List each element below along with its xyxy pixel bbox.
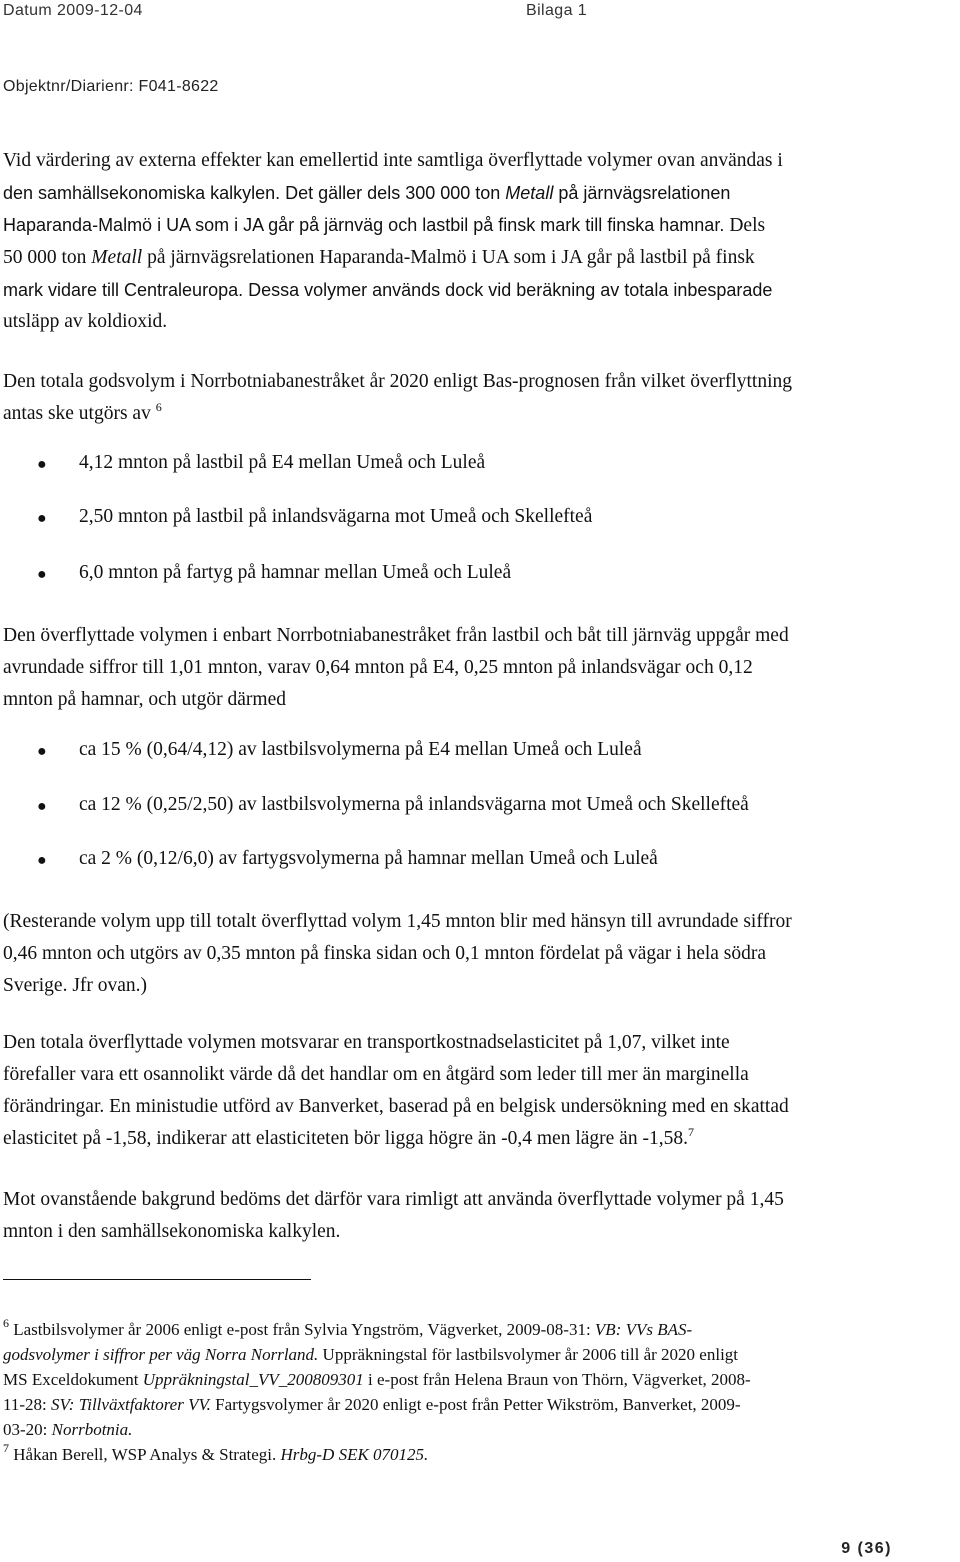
text-line: Sverige. Jfr ovan.) [3, 975, 148, 996]
text-line: (Resterande volym upp till totalt överflyttad volym 1,45 mnton blir med hänsyn till avrundade siffror [3, 911, 792, 932]
text-line: mark vidare till Centraleuropa. Dessa volymer används dock vid beräkning av totala inbesparade [3, 280, 773, 300]
text-run: Fartygsvolymer år 2020 enligt e-post från Petter Wikström, Banverket, 2009- [210, 1395, 741, 1414]
text-run: antas ske utgörs av [3, 403, 151, 424]
italic-term: Metall [505, 183, 554, 203]
footnote-divider [3, 1279, 311, 1280]
text-line: mnton på hamnar, och utgör därmed [3, 689, 286, 710]
text-run: 50 000 ton [3, 247, 92, 268]
text-line [3, 177, 958, 209]
list-item-text: ca 15 % (0,64/4,12) av lastbilsvolymerna på E4 mellan Umeå och Luleå [79, 739, 642, 760]
text-run: elasticitet på -1,58, indikerar att elasticiteten bör ligga högre än -0,4 men lägre än -1,58. [3, 1128, 688, 1149]
list-item [0, 506, 960, 538]
text-line [3, 1342, 958, 1367]
text-run: Lastbilsvolymer år 2006 enligt e-post från Sylvia Yngström, Vägverket, 2009-08-31: [9, 1320, 595, 1339]
list-item-text: 2,50 mnton på lastbil på inlandsvägarna mot Umeå och Skellefteå [79, 506, 593, 527]
text-line: mnton i den samhällsekonomiska kalkylen. [3, 1221, 341, 1242]
header-date: Datum 2009-12-04 [3, 2, 143, 19]
list-item [0, 452, 960, 484]
list-item [0, 794, 960, 826]
text-run: Haparanda-Malmö i UA som i JA går på järnväg och lastbil på finsk mark till finska hamnar. [3, 215, 725, 235]
text-run: 11-28: [3, 1395, 52, 1414]
text-line: Den totala överflyttade volymen motsvarar en transportkostnadselasticitet på 1,07, vilket inte [3, 1032, 730, 1053]
paragraph-remaining-volume [3, 906, 958, 1002]
list-item [0, 848, 960, 880]
text-run: på järnvägsrelationen Haparanda-Malmö i UA som i JA går på lastbil på finsk [142, 247, 755, 268]
text-line [3, 1367, 958, 1392]
text-run: 03-20: [3, 1420, 52, 1439]
text-line: Mot ovanstående bakgrund bedöms det därför vara rimligt att använda överflyttade volymer på 1,45 [3, 1189, 784, 1210]
footnote-6 [3, 1317, 958, 1442]
italic-ref: godsvolymer i siffror per väg Norra Norrland. [3, 1345, 319, 1364]
italic-ref: Uppräkningstal_VV_200809301 [142, 1370, 364, 1389]
paragraph-elasticity [3, 1027, 958, 1155]
italic-term: Metall [91, 247, 143, 268]
bullet-icon: ● [37, 456, 47, 473]
footnote-7 [3, 1442, 958, 1467]
italic-ref: SV: Tillväxtfaktorer VV. [51, 1395, 211, 1414]
text-line [3, 1392, 958, 1417]
page-number: 9 (36) [841, 1540, 892, 1557]
text-line: förändringar. En ministudie utförd av Banverket, baserad på en belgisk undersökning med en skattad [3, 1096, 789, 1117]
text-line [3, 1442, 958, 1467]
text-run: den samhällsekonomiska kalkylen. Det gäller dels 300 000 ton [3, 183, 506, 203]
italic-ref: Hrbg-D SEK 070125. [280, 1445, 429, 1464]
text-run: Uppräkningstal för lastbilsvolymer år 2006 till år 2020 enligt [318, 1345, 739, 1364]
text-run: på järnvägsrelationen [553, 183, 731, 203]
text-line: utsläpp av koldioxid. [3, 311, 168, 332]
text-run: i e-post från Helena Braun von Thörn, Vägverket, 2008- [363, 1370, 751, 1389]
text-line: avrundade siffror till 1,01 mnton, varav 0,64 mnton på E4, 0,25 mnton på inlandsvägar och 0,12 [3, 657, 753, 678]
bullet-icon: ● [37, 743, 47, 760]
paragraph-external-effects [3, 145, 958, 338]
text-run: Håkan Berell, WSP Analys & Strategi. [9, 1445, 281, 1464]
italic-ref: Norrbotnia. [51, 1420, 133, 1439]
text-line: förefaller vara ett osannolikt värde då det handlar om en åtgärd som leder till mer än marginella [3, 1064, 749, 1085]
footnote-ref: 6 [155, 400, 162, 414]
text-line [3, 209, 958, 242]
bullet-icon: ● [37, 852, 47, 869]
footnote-number: 6 [3, 1316, 9, 1330]
list-item-text: 4,12 mnton på lastbil på E4 mellan Umeå och Luleå [79, 452, 486, 473]
text-run: Dels [729, 215, 766, 236]
list-item [0, 739, 960, 771]
footnote-ref: 7 [687, 1125, 694, 1139]
paragraph-transferred-volume [3, 620, 958, 716]
paragraph-conclusion [3, 1184, 958, 1248]
bullet-icon: ● [37, 798, 47, 815]
list-item-text: ca 2 % (0,12/6,0) av fartygsvolymerna på hamnar mellan Umeå och Luleå [79, 848, 658, 869]
text-line: Den överflyttade volymen i enbart Norrbotniabanestråket från lastbil och båt till järnväg uppgår med [3, 625, 789, 646]
bullet-icon: ● [37, 566, 47, 583]
text-line [3, 398, 958, 430]
text-line: Vid värdering av externa effekter kan emellertid inte samtliga överflyttade volymer ovan användas i [3, 150, 783, 171]
bullet-icon: ● [37, 510, 47, 527]
object-number: Objektnr/Diarienr: F041-8622 [3, 78, 219, 95]
text-line [3, 242, 958, 274]
text-line [3, 1123, 958, 1155]
italic-ref: VB: VVs BAS- [594, 1320, 693, 1339]
text-line [3, 1417, 958, 1442]
list-item-text: 6,0 mnton på fartyg på hamnar mellan Umeå och Luleå [79, 562, 512, 583]
paragraph-total-freight [3, 366, 958, 430]
text-run: MS Exceldokument [3, 1370, 143, 1389]
header-attachment: Bilaga 1 [526, 2, 588, 19]
footnote-number: 7 [3, 1441, 9, 1455]
list-item [0, 562, 960, 594]
list-item-text: ca 12 % (0,25/2,50) av lastbilsvolymerna på inlandsvägarna mot Umeå och Skellefteå [79, 794, 749, 815]
text-line: 0,46 mnton och utgörs av 0,35 mnton på finska sidan och 0,1 mnton fördelat på vägar i hela södra [3, 943, 767, 964]
text-line: Den totala godsvolym i Norrbotniabanestråket år 2020 enligt Bas-prognosen från vilket överflyttning [3, 371, 793, 392]
text-line [3, 1317, 958, 1342]
